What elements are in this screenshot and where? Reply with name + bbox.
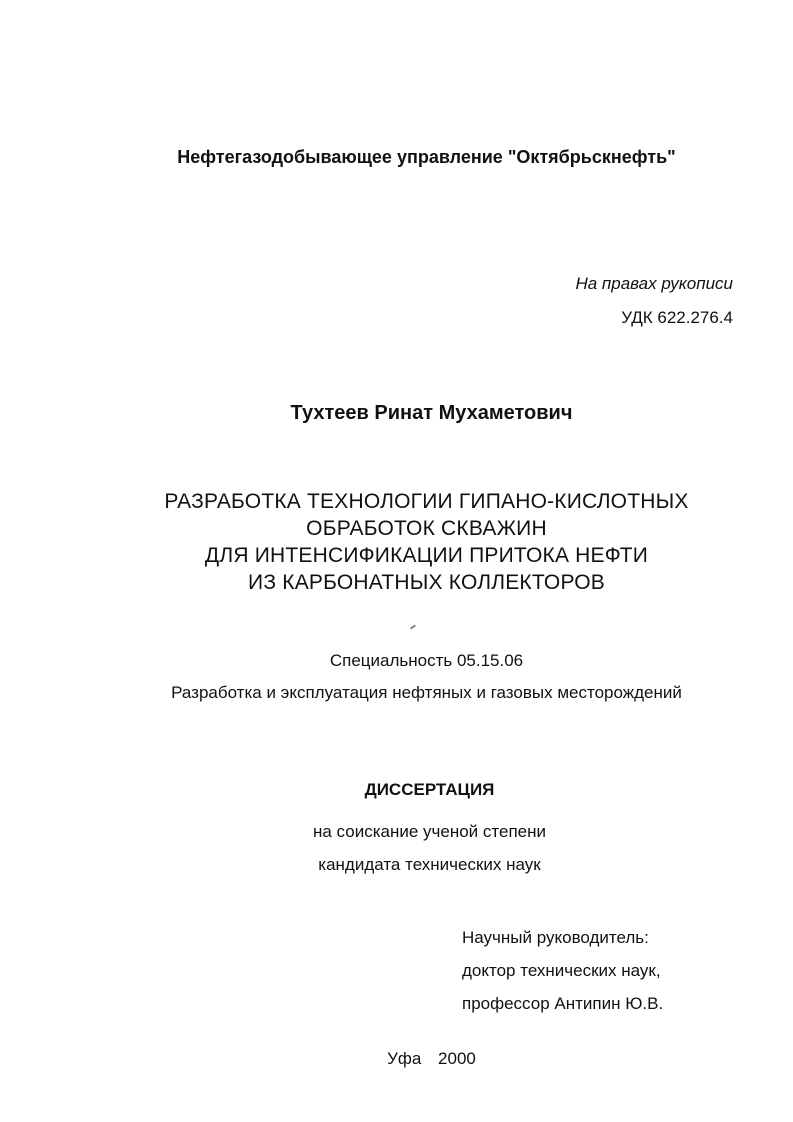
advisor-label: Научный руководитель: — [462, 928, 649, 947]
dissertation-title — [30, 488, 793, 596]
specialty-number: Специальность 05.15.06 — [329, 651, 524, 670]
rights-block — [575, 274, 733, 328]
author-name: Тухтеев Ринат Мухаметович — [290, 402, 573, 424]
manuscript-note: На правах рукописи — [575, 274, 733, 293]
advisor-block — [462, 921, 663, 1020]
udc-code: УДК 622.276.4 — [621, 308, 733, 327]
scan-speck — [410, 624, 416, 629]
title-line: ДЛЯ ИНТЕНСИФИКАЦИИ ПРИТОКА НЕФТИ — [204, 544, 649, 567]
specialty-name: Разработка и эксплуатация нефтяных и газовых месторождений — [171, 683, 682, 702]
organization-name: Нефтегазодобывающее управление "Октябрьскнефть" — [177, 147, 676, 167]
title-line: РАЗРАБОТКА ТЕХНОЛОГИИ ГИПАНО-КИСЛОТНЫХ — [164, 490, 689, 513]
document-type: ДИССЕРТАЦИЯ — [364, 780, 495, 799]
title-line: ОБРАБОТОК СКВАЖИН — [306, 517, 547, 540]
title-line: ИЗ КАРБОНАТНЫХ КОЛЛЕКТОРОВ — [248, 571, 605, 594]
advisor-name: профессор Антипин Ю.В. — [462, 994, 664, 1013]
degree-line-1: на соискание ученой степени — [312, 822, 546, 841]
degree-line-2: кандидата технических наук — [318, 855, 541, 874]
city-year: Уфа 2000 — [387, 1049, 476, 1068]
advisor-degree: доктор технических наук, — [462, 961, 661, 980]
